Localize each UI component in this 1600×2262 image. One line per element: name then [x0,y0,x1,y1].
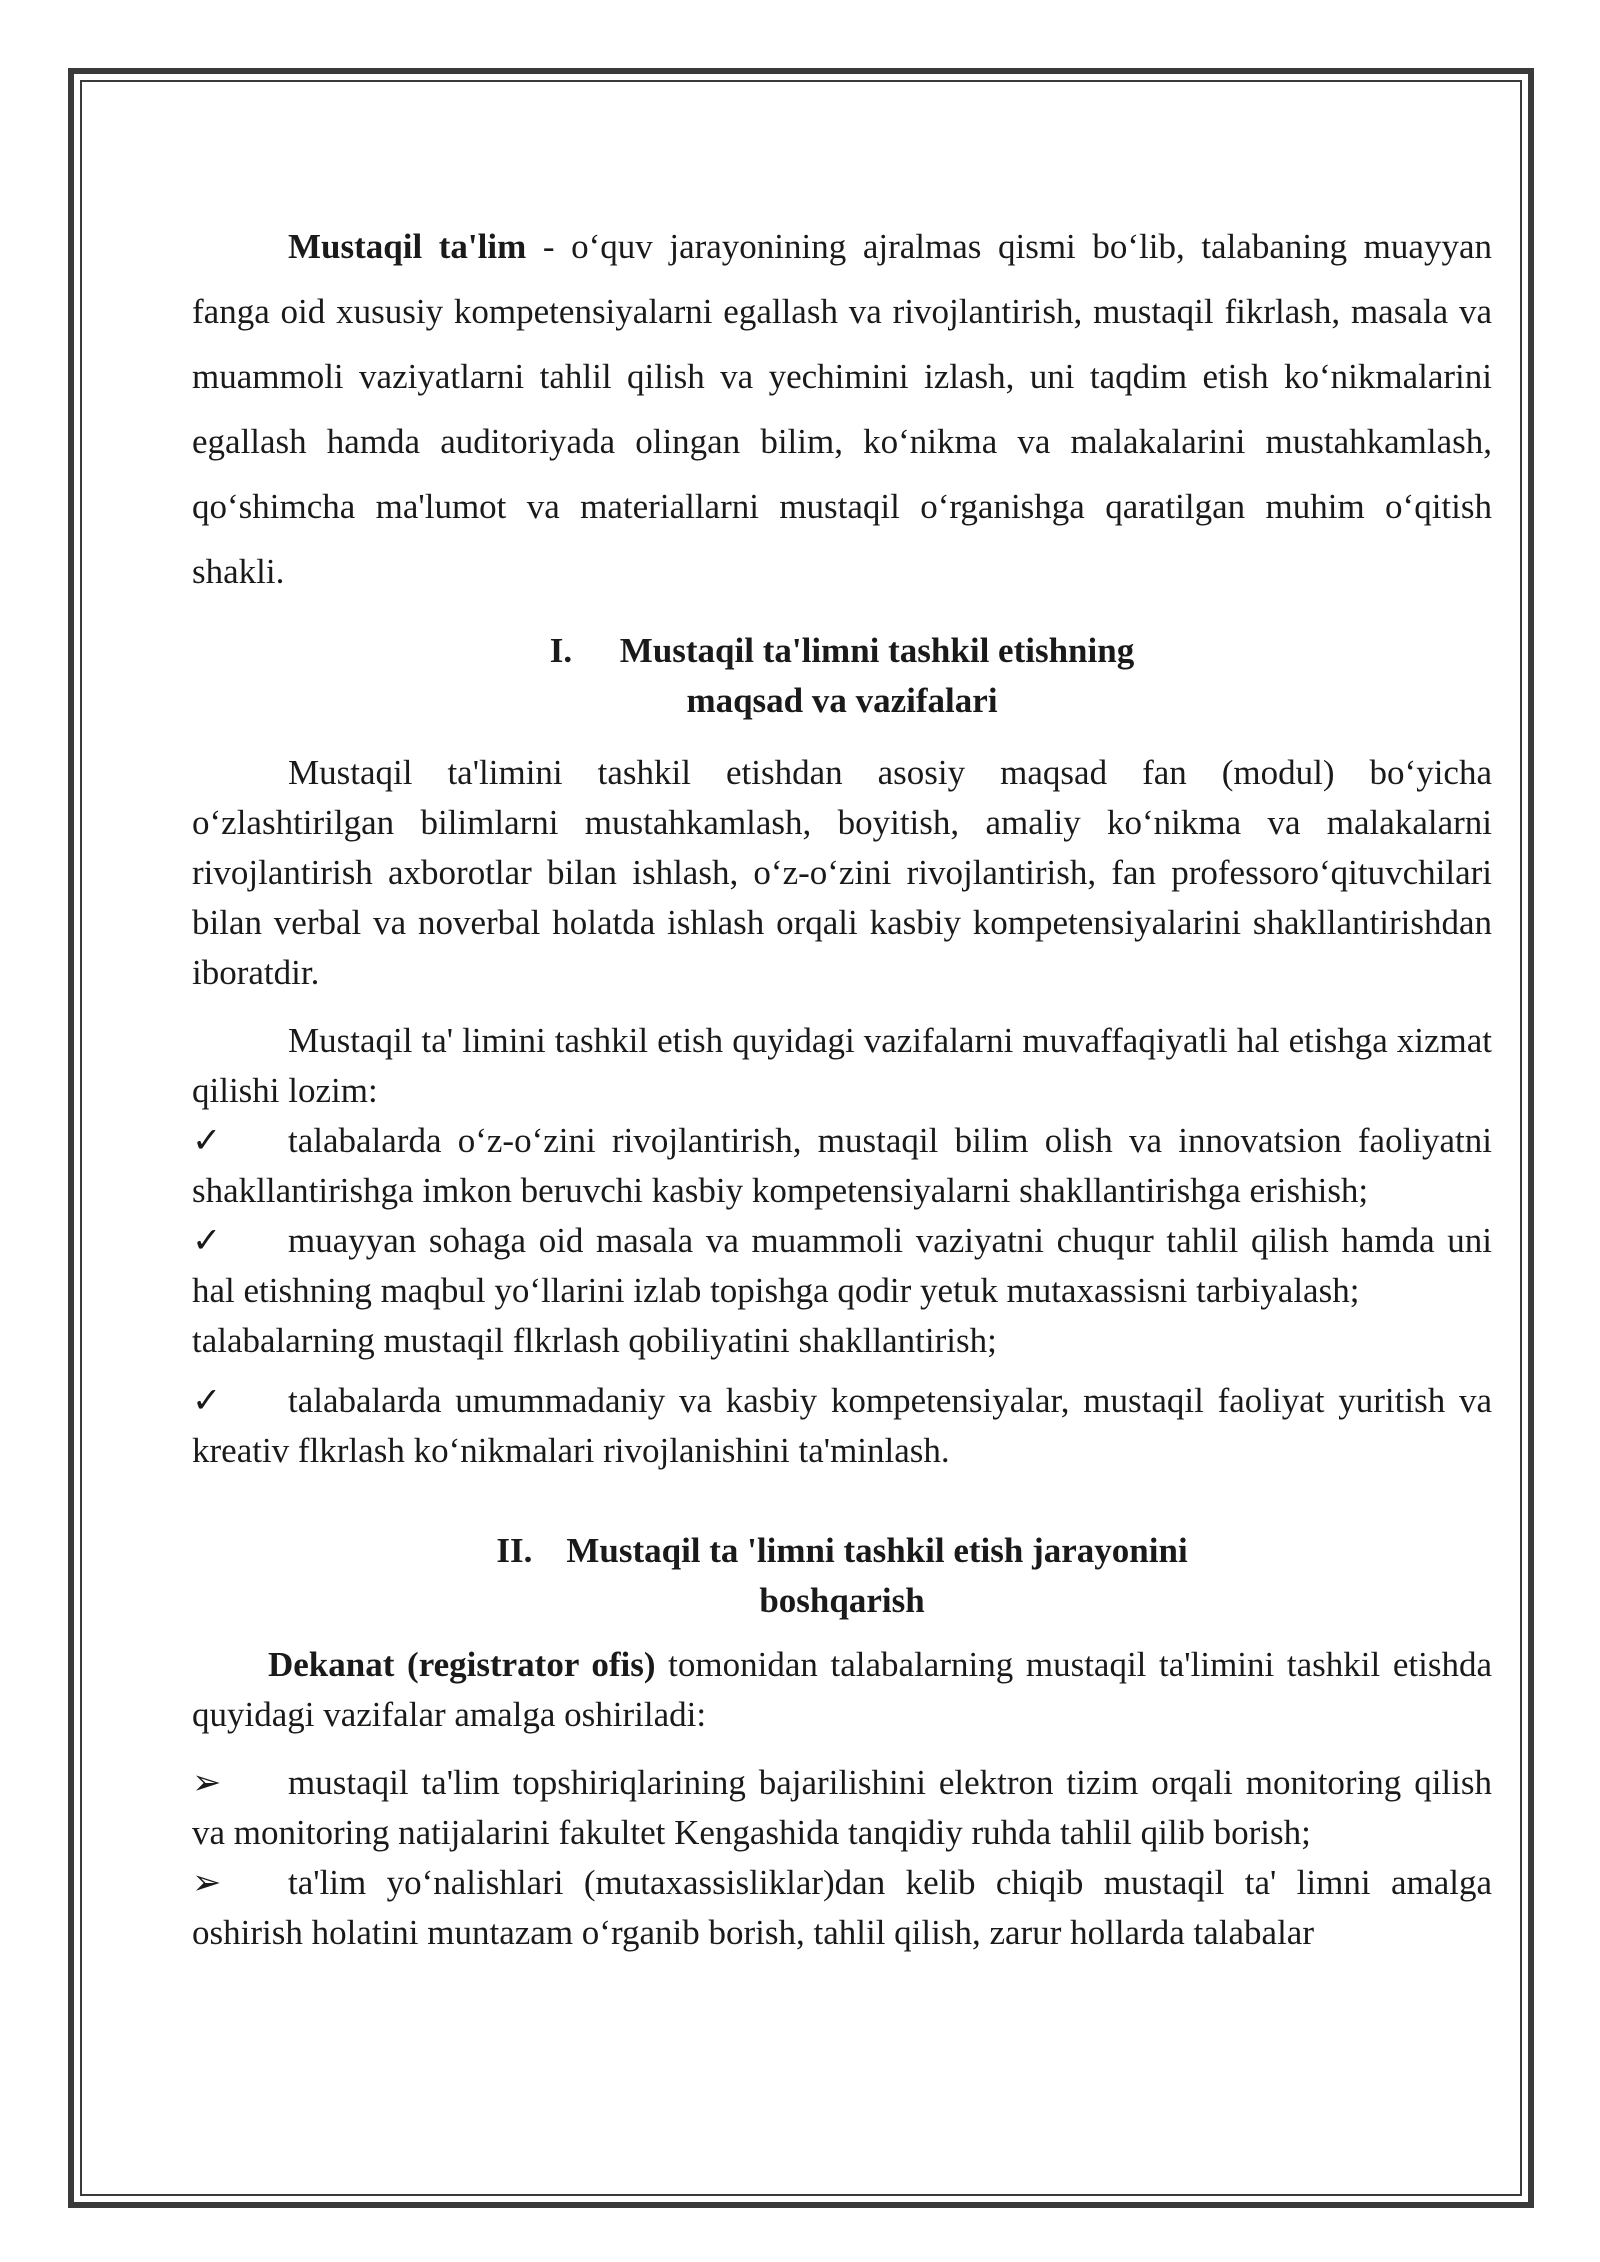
section1-heading-line1 [192,626,1492,676]
document-body [192,214,1492,1958]
section2-title-line1: Mustaqil ta 'limni tashkil etish jarayonini [566,1531,1188,1570]
intro-paragraph [192,214,1492,604]
section1-paragraph2: Mustaqil ta' limini tashkil etish quyidagi vazifalarni muvaffaqiyatli hal etishga xizmat qilishi lozim: [192,1021,1492,1110]
section1-list-item-3-text: talabalarda umummadaniy va kasbiy kompetensiyalar, mustaqil faoliyat yuritish va kreativ flkrlash ko‘nikmalari rivojlanishini ta'minlash. [192,1381,1492,1470]
section2-lead-text: tomonidan talabalarning mustaqil ta'limini tashkil etishda quyidagi vazifalar amalga oshiriladi: [192,1645,1492,1734]
check-mark-icon: ✓ [192,1381,222,1420]
section1-list-item-2-text: muayyan sohaga oid masala va muammoli vaziyatni chuqur tahlil qilish hamda uni hal etishning maqbul yo‘llarini izlab topishga qodir yetuk mutaxassisni tarbiyalash; [192,1221,1492,1310]
arrow-marker-icon: ➢ [192,1863,222,1902]
arrow-marker-icon: ➢ [192,1763,222,1802]
section1-title-line1: Mustaqil ta'limni tashkil etishning [619,631,1135,670]
section1-list-item-3 [192,1376,1492,1476]
section2-lead-paragraph [192,1640,1492,1740]
section2-number: II. [496,1531,533,1570]
section2-list-item-2 [192,1858,1492,1958]
section1-list-item-1 [192,1116,1492,1216]
section1-title-line2: maqsad va vazifalari [686,681,998,720]
section1-list-item-2 [192,1216,1492,1316]
section2-heading-line1 [192,1526,1492,1576]
section2-lead-bold: Dekanat (registrator ofis) [268,1645,656,1684]
section2-list-item-1-text: mustaqil ta'lim topshiriqlarining bajarilishini elektron tizim orqali monitoring qilish va monitoring natijalarini fakultet Kengashida tanqidiy ruhda tahlil qilib borish; [192,1763,1492,1852]
check-mark-icon: ✓ [192,1121,222,1160]
section2-title-line2: boshqarish [759,1581,925,1620]
section1-number: I. [549,631,573,670]
intro-text: - o‘quv jarayonining ajralmas qismi bo‘lib, talabaning muayyan fanga oid xususiy kompetensiyalarni egallash va rivojlantirish, mustaqil fikrlash, masala va muammoli vaziyatlarni tahlil qilish va yechimini izlash, uni taqdim etish ko‘nikmalarini egallash hamda auditoriyada olingan bilim, ko‘nikma va malakalarini mustahkamlash, qo‘shimcha ma'lumot va materiallarni mustaqil o‘rganishga qaratilgan muhim o‘qitish shakli. [192,227,1492,591]
section2-list-item-2-text: ta'lim yo‘nalishlari (mutaxassisliklar)dan kelib chiqib mustaqil ta' limni amalga oshirish holatini muntazam o‘rganib borish, tahlil qilish, zarur hollarda talabalar [192,1863,1492,1952]
check-mark-icon: ✓ [192,1221,222,1260]
section2-list-item-1 [192,1758,1492,1858]
section1-paragraph1: Mustaqil ta'limini tashkil etishdan asosiy maqsad fan (modul) bo‘yicha o‘zlashtirilgan bilimlarni mustahkamlash, boyitish, amaliy ko‘nikma va malakalarni rivojlantirish axborotlar bilan ishlash, o‘z-o‘zini rivojlantirish, fan professoro‘qituvchilari bilan verbal va noverbal holatda ishlash orqali kasbiy kompetensiyalarini shakllantirishdan iboratdir. [192,753,1492,992]
section1-list-item-1-text: talabalarda o‘z-o‘zini rivojlantirish, mustaqil bilim olish va innovatsion faoliyatni shakllantirishga imkon beruvchi kasbiy kompetensiyalarni shakllantirishga erishish; [192,1121,1492,1210]
section2-heading [192,1526,1492,1626]
intro-term: Mustaqil ta'lim [288,227,527,266]
section1-extra-line: talabalarning mustaqil flkrlash qobiliyatini shakllantirish; [192,1321,997,1360]
section1-heading [192,626,1492,726]
